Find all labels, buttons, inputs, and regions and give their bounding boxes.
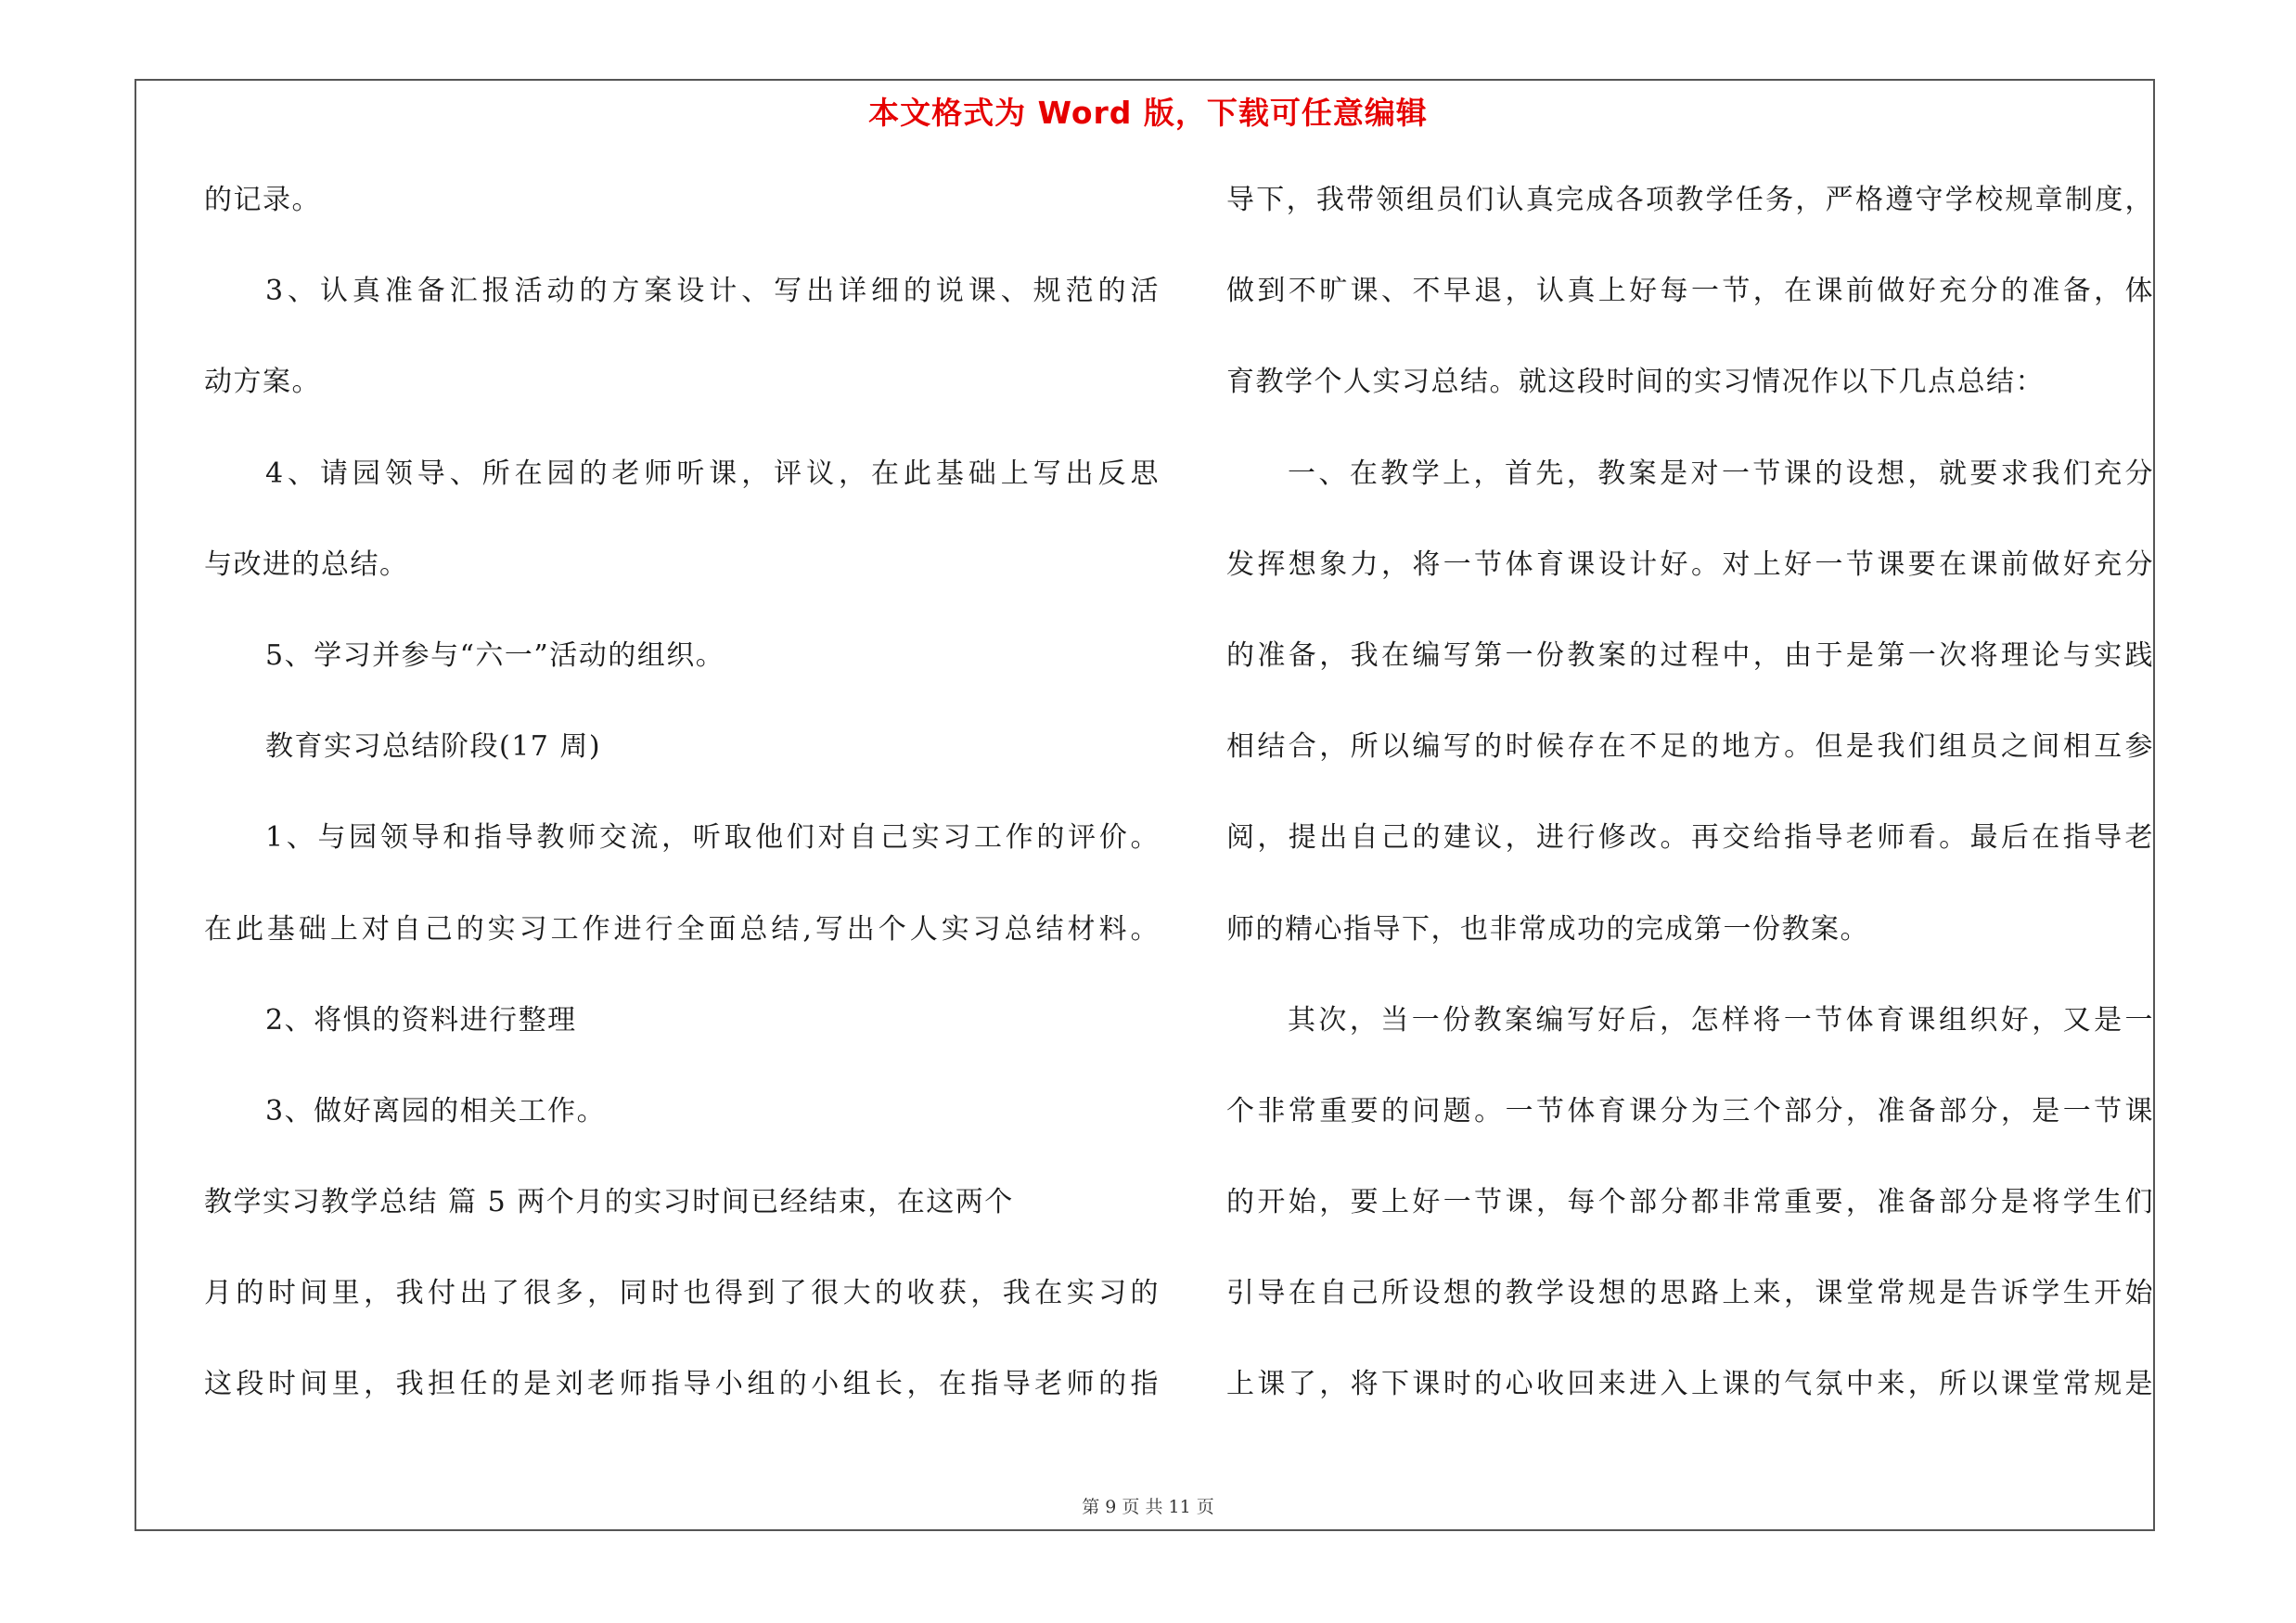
- text-line: 发挥想象力，将一节体育课设计好。对上好一节课要在课前做好充分: [1226, 547, 2154, 581]
- text-line: 的记录。: [204, 184, 321, 216]
- text-line: 月的时间里，我付出了很多，同时也得到了很大的收获，我在实习的: [204, 1277, 1160, 1310]
- right-column: [1226, 182, 2154, 1458]
- text-line: 育教学个人实习总结。就这段时间的实习情况作以下几点总结：: [1226, 366, 2045, 399]
- text-line: 3、做好离园的相关工作。: [265, 1094, 607, 1127]
- text-line: 教学实习教学总结 篇 5 两个月的实习时间已经结束，在这两个: [204, 1186, 1014, 1219]
- text-line: 引导在自己所设想的教学设想的思路上来，课堂常规是告诉学生开始: [1226, 1277, 2154, 1310]
- text-line: 阅，提出自己的建议，进行修改。再交给指导老师看。最后在指导老: [1226, 821, 2154, 855]
- text-line: 这段时间里，我担任的是刘老师指导小组的小组长，在指导老师的指: [204, 1368, 1160, 1401]
- text-line: 1、与园领导和指导教师交流，听取他们对自己实习工作的评价。: [265, 821, 1160, 855]
- format-banner: 本文格式为 Word 版，下载可任意编辑: [868, 95, 1428, 131]
- text-line: 3、认真准备汇报活动的方案设计、写出详细的说课、规范的活: [265, 275, 1160, 308]
- text-line: 上课了，将下课时的心收回来进入上课的气氛中来，所以课堂常规是: [1226, 1368, 2154, 1401]
- text-line: 做到不旷课、不早退，认真上好每一节，在课前做好充分的准备，体: [1226, 275, 2154, 308]
- text-line: 相结合，所以编写的时候存在不足的地方。但是我们组员之间相互参: [1226, 730, 2154, 764]
- text-line: 的开始，要上好一节课，每个部分都非常重要，准备部分是将学生们: [1226, 1186, 2154, 1219]
- text-line: 其次，当一份教案编写好后，怎样将一节体育课组织好，又是一: [1288, 1003, 2154, 1037]
- page-number-footer: 第 9 页 共 11 页: [1082, 1497, 1214, 1517]
- text-line: 个非常重要的问题。一节体育课分为三个部分，准备部分，是一节课: [1226, 1094, 2154, 1127]
- text-line: 的准备，我在编写第一份教案的过程中，由于是第一次将理论与实践: [1226, 638, 2154, 672]
- text-line: 在此基础上对自己的实习工作进行全面总结,写出个人实习总结材料。: [204, 912, 1160, 946]
- text-line: 教育实习总结阶段(17 周): [265, 730, 602, 764]
- text-line: 师的精心指导下，也非常成功的完成第一份教案。: [1226, 912, 1869, 946]
- text-line: 导下，我带领组员们认真完成各项教学任务，严格遵守学校规章制度，: [1226, 184, 2154, 216]
- text-line: 一、在教学上，首先，教案是对一节课的设想，就要求我们充分: [1288, 457, 2154, 490]
- left-column: [204, 182, 1160, 1458]
- text-line: 与改进的总结。: [204, 547, 409, 581]
- text-line: 4、请园领导、所在园的老师听课，评议，在此基础上写出反思: [265, 457, 1160, 490]
- text-line: 动方案。: [204, 366, 321, 399]
- text-line: 5、学习并参与“六一”活动的组织。: [265, 638, 725, 672]
- text-line: 2、将惧的资料进行整理: [265, 1003, 577, 1037]
